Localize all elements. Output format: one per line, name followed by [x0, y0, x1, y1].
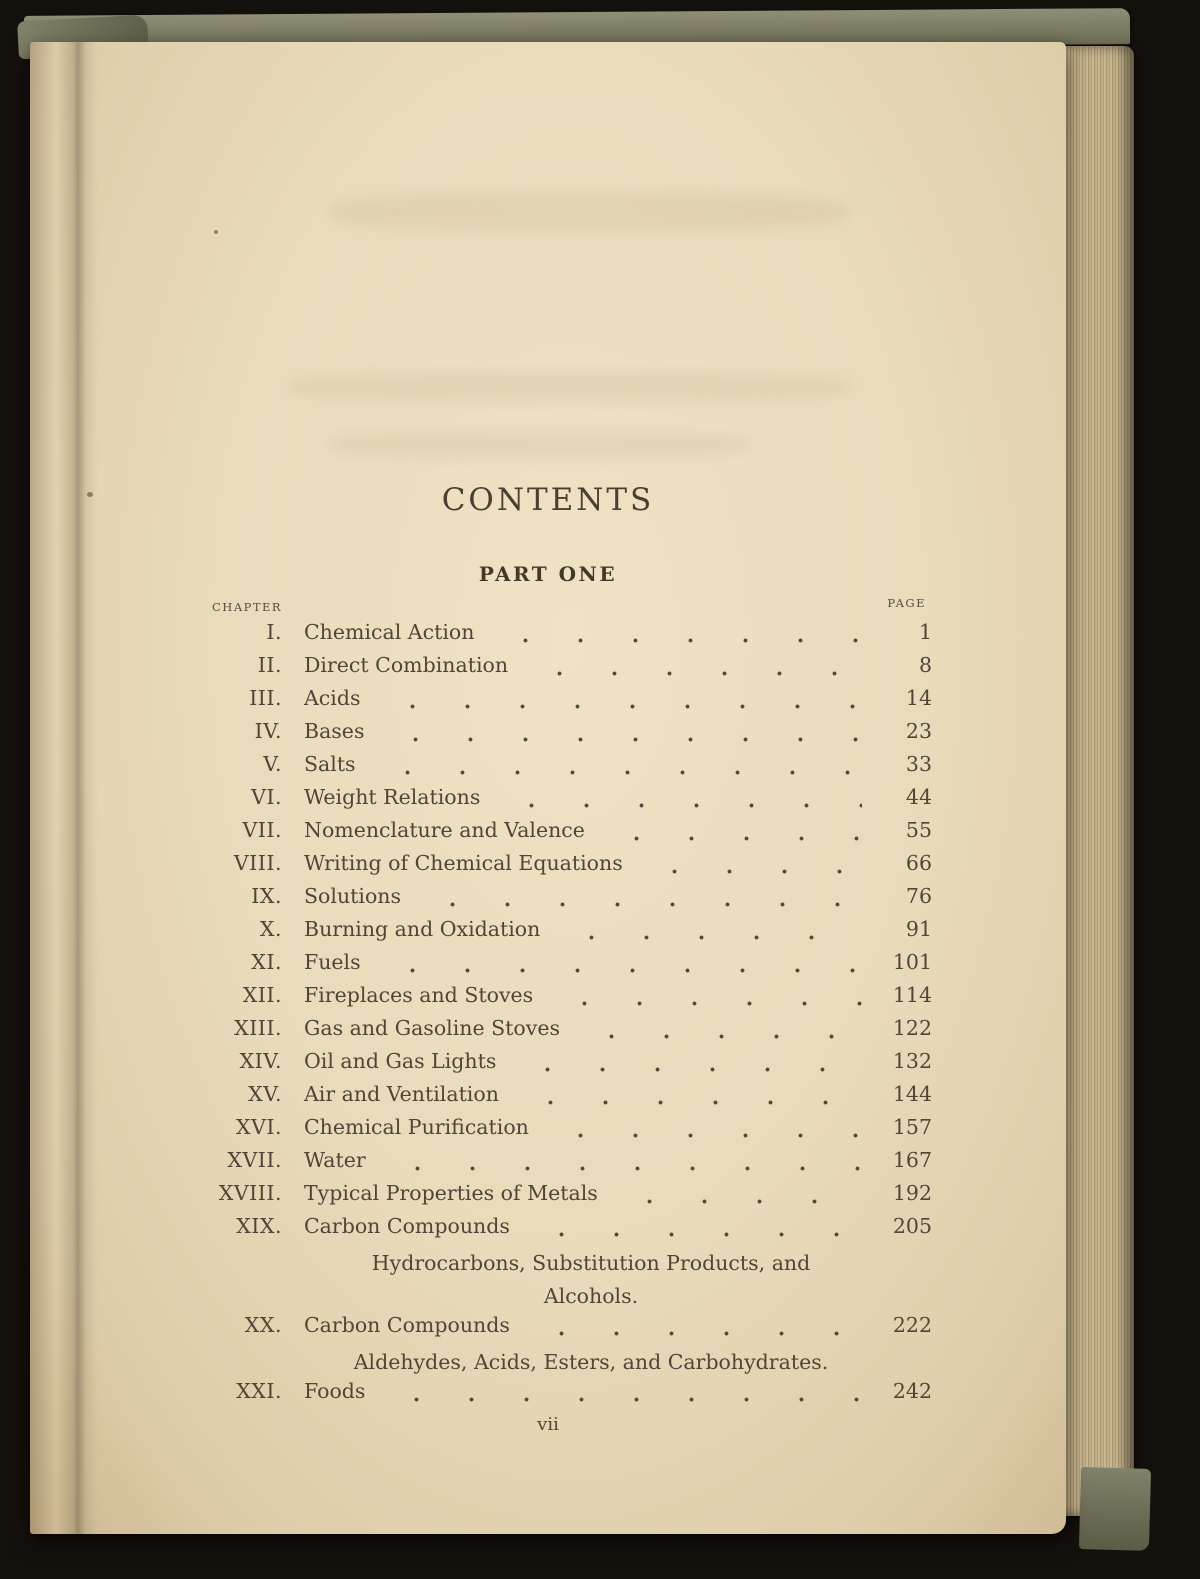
page-number: 91 [905, 917, 932, 941]
toc-row [190, 719, 932, 752]
chapter-subtitle: Aldehydes, Acids, Esters, and Carbohydrates. [353, 1350, 829, 1374]
book-page [30, 42, 1066, 1534]
chapter-title: Water [304, 1148, 366, 1172]
toc-row [190, 785, 932, 818]
dot-leader [614, 1181, 862, 1214]
chapter-title: Fireplaces and Stoves [304, 983, 534, 1007]
chapter-numeral: XX. [244, 1313, 282, 1337]
dot-leader [372, 752, 862, 785]
chapter-title: Chemical Action [304, 620, 475, 644]
toc-row [190, 851, 932, 884]
chapter-title: Foods [304, 1379, 366, 1403]
page-number: 192 [892, 1181, 932, 1205]
chapter-numeral: IX. [251, 884, 282, 908]
chapter-title: Carbon Compounds [304, 1214, 510, 1238]
page-number: 167 [892, 1148, 932, 1172]
chapter-title: Chemical Purification [304, 1115, 529, 1139]
page-gutter-crease [56, 42, 98, 1534]
dot-leader [524, 653, 862, 686]
chapter-numeral: XV. [248, 1082, 282, 1106]
toc-row [190, 818, 932, 851]
chapter-title: Air and Ventilation [304, 1082, 499, 1106]
chapter-numeral: IV. [254, 719, 282, 743]
show-through-smudge [290, 372, 850, 402]
chapter-column-label: CHAPTER [212, 600, 283, 614]
chapter-numeral: V. [263, 752, 282, 776]
chapter-numeral: XVII. [227, 1148, 282, 1172]
toc-row [190, 1214, 932, 1247]
dot-leader [377, 950, 862, 983]
page-number: 242 [892, 1379, 932, 1403]
dot-leader [556, 917, 862, 950]
chapter-title: Bases [304, 719, 365, 743]
page-title: CONTENTS [441, 482, 655, 518]
chapter-subtitle: Alcohols. [543, 1284, 639, 1308]
chapter-numeral: XXI. [236, 1379, 282, 1403]
toc-row [190, 1313, 932, 1346]
chapter-title: Salts [304, 752, 356, 776]
toc-row [190, 1379, 932, 1412]
book-page-edges [1056, 46, 1134, 1516]
dot-leader [496, 785, 862, 818]
dot-leader [490, 620, 862, 653]
show-through-smudge [330, 432, 750, 458]
chapter-title: Nomenclature and Valence [304, 818, 585, 842]
page-number: 1 [918, 620, 932, 644]
dot-leader [382, 1148, 862, 1181]
page-column-label: PAGE [887, 596, 926, 610]
chapter-title: Carbon Compounds [304, 1313, 510, 1337]
chapter-title: Weight Relations [304, 785, 481, 809]
page-left-shade [30, 42, 56, 1534]
chapter-numeral: XVIII. [218, 1181, 282, 1205]
chapter-numeral: VII. [242, 818, 282, 842]
toc-row [190, 1148, 932, 1181]
toc-row [190, 884, 932, 917]
chapter-title: Solutions [304, 884, 402, 908]
chapter-numeral: VI. [251, 785, 282, 809]
chapter-numeral: XIII. [234, 1016, 282, 1040]
page-number: 157 [892, 1115, 932, 1139]
dot-leader [381, 1379, 862, 1412]
toc-row [190, 620, 932, 653]
toc-row [190, 653, 932, 686]
chapter-numeral: VIII. [233, 851, 282, 875]
page-number: 132 [892, 1049, 932, 1073]
toc-row [190, 983, 932, 1016]
dot-leader [377, 686, 863, 719]
chapter-numeral: XIX. [236, 1214, 282, 1238]
show-through-smudge [330, 192, 850, 232]
chapter-numeral: X. [259, 917, 282, 941]
page-number: 76 [905, 884, 932, 908]
chapter-title: Oil and Gas Lights [304, 1049, 497, 1073]
toc-row [190, 1181, 932, 1214]
chapter-title: Fuels [304, 950, 361, 974]
chapter-numeral: XI. [251, 950, 282, 974]
chapter-numeral: XII. [242, 983, 282, 1007]
toc-row [190, 917, 932, 950]
page-number: 66 [905, 851, 932, 875]
part-heading: PART ONE [478, 562, 618, 586]
chapter-numeral: I. [266, 620, 282, 644]
toc-row [190, 1115, 932, 1148]
paper-speck [214, 230, 218, 234]
chapter-numeral: II. [257, 653, 282, 677]
toc-row [190, 752, 932, 785]
chapter-subtitle: Hydrocarbons, Substitution Products, and [371, 1251, 811, 1275]
toc-list [190, 620, 932, 1412]
page-number: 122 [892, 1016, 932, 1040]
page-number: 33 [905, 752, 932, 776]
page-number: 14 [905, 686, 932, 710]
chapter-numeral: XIV. [239, 1049, 282, 1073]
dot-leader [526, 1214, 862, 1247]
chapter-title: Writing of Chemical Equations [304, 851, 623, 875]
chapter-title: Acids [304, 686, 361, 710]
dot-leader [515, 1082, 862, 1115]
folio-page-number: vii [537, 1414, 559, 1435]
page-number: 101 [892, 950, 932, 974]
toc-row [190, 1082, 932, 1115]
dot-leader [526, 1313, 862, 1346]
dot-leader [639, 851, 862, 884]
chapter-numeral: III. [249, 686, 282, 710]
dot-leader [417, 884, 862, 917]
dot-leader [576, 1016, 862, 1049]
page-number: 205 [892, 1214, 932, 1238]
chapter-numeral: XVI. [235, 1115, 282, 1139]
dot-leader [512, 1049, 862, 1082]
toc-row [190, 950, 932, 983]
toc-row [190, 1049, 932, 1082]
dot-leader [601, 818, 862, 851]
dot-leader [545, 1115, 862, 1148]
page-number: 55 [905, 818, 932, 842]
page-number: 144 [892, 1082, 932, 1106]
dot-leader [380, 719, 862, 752]
dot-leader [549, 983, 862, 1016]
chapter-title: Typical Properties of Metals [304, 1181, 598, 1205]
page-number: 8 [918, 653, 932, 677]
toc-row [190, 1016, 932, 1049]
chapter-title: Gas and Gasoline Stoves [304, 1016, 560, 1040]
chapter-title: Burning and Oxidation [304, 917, 541, 941]
page-number: 23 [905, 719, 932, 743]
chapter-title: Direct Combination [304, 653, 509, 677]
page-number: 222 [892, 1313, 932, 1337]
page-number: 114 [892, 983, 932, 1007]
toc-row [190, 686, 932, 719]
book-cover-bottom-corner [1079, 1467, 1151, 1551]
page-number: 44 [905, 785, 932, 809]
